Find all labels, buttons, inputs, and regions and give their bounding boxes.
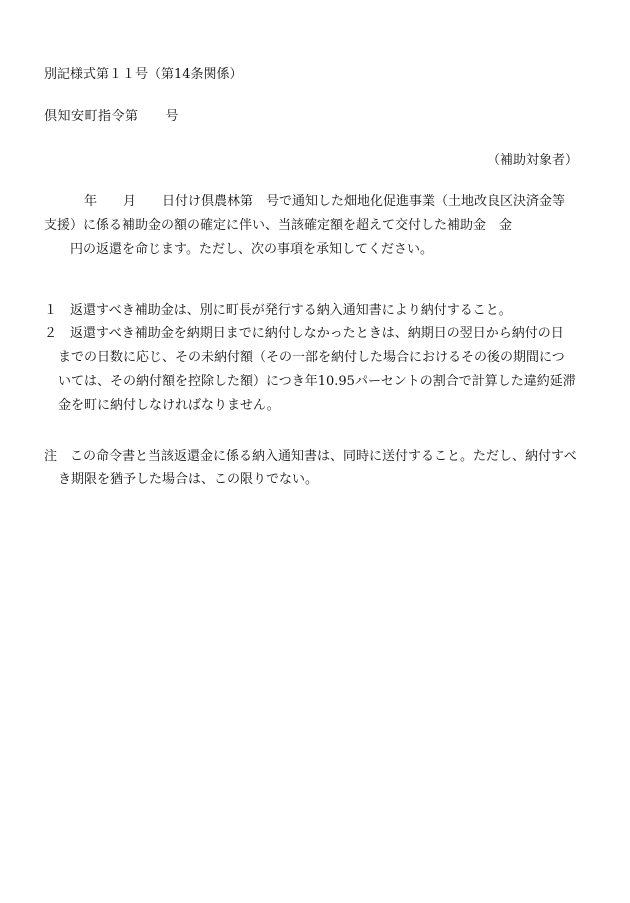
list-item-text-line-3: いては、その納付額を控除した額）につき年10.95パーセントの割合で計算した違約延滞: [58, 374, 576, 389]
note-line-2: き期限を猶予した場合は、この限りでない。: [58, 472, 319, 487]
list-item-text-line-4: 金を町に納付しなければなりません。: [58, 398, 280, 413]
order-number: 倶知安町指令第 号: [44, 109, 180, 124]
body-text-line-3: 円の返還を命じます。ただし、次の事項を承知してください。: [70, 242, 433, 257]
form-title: 別記様式第１１号（第14条関係）: [44, 67, 243, 82]
note-line-1: 注 この命令書と当該返還金に係る納入通知書は、同時に送付すること。ただし、納付すべ: [44, 449, 577, 464]
list-item-text: 返還すべき補助金は、別に町長が発行する納入通知書により納付すること。: [70, 303, 512, 318]
list-item-2: [44, 322, 584, 346]
list-item-text-line-1: 返還すべき補助金を納期日までに納付しなかったときは、納期日の翌日から納付の日: [70, 326, 564, 341]
list-item-text-line-2: までの日数に応じ、その未納付額（その一部を納付した場合におけるその後の期間につ: [58, 350, 565, 365]
body-text-line-2: 支援）に係る補助金の額の確定に伴い、当該確定額を超えて交付した補助金 金: [44, 218, 513, 233]
list-item-number: ２: [44, 326, 58, 341]
list-item-number: １: [44, 303, 58, 318]
body-text-line-1: 年 月 日付け倶農林第 号で通知した畑地化促進事業（土地改良区決済金等: [84, 194, 566, 209]
recipient-label: （補助対象者）: [486, 153, 578, 168]
list-item-1: [44, 299, 584, 323]
